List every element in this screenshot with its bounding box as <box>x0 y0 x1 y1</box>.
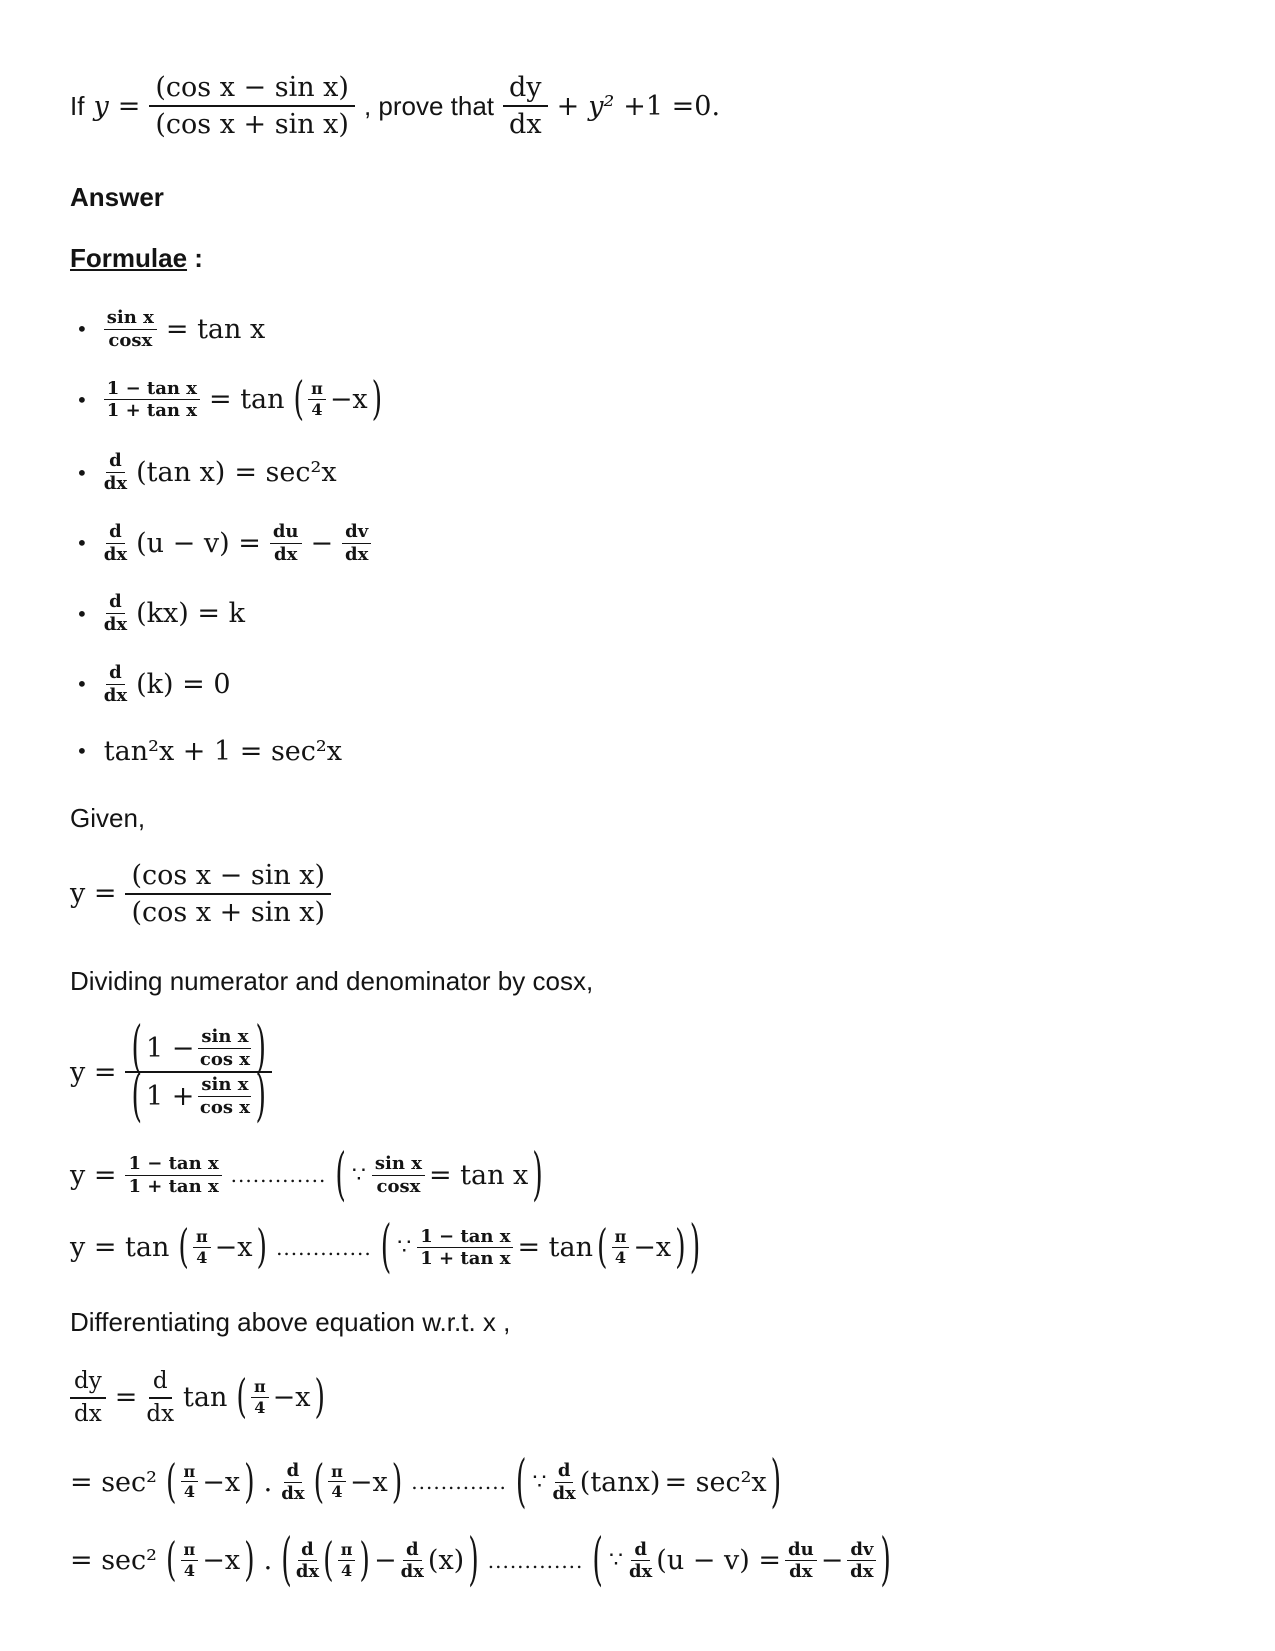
given-label: Given, <box>70 802 146 833</box>
dots: ............. <box>276 1235 372 1260</box>
answer-heading: Answer <box>70 182 164 213</box>
numerator: dy <box>70 1368 106 1398</box>
left-paren: ( <box>515 1449 527 1515</box>
dots: ............. <box>411 1470 507 1495</box>
numerator: dy <box>503 72 548 107</box>
right-paren: ) <box>468 1528 479 1594</box>
numerator: 1 − tan x <box>125 1154 221 1176</box>
numerator: 1 − tan x <box>104 379 200 401</box>
formulae-title: Formulae <box>70 243 188 274</box>
numerator: d <box>631 1540 650 1562</box>
right-paren: ) <box>244 1455 255 1509</box>
numerator: π <box>308 381 326 400</box>
minus-sign: − <box>820 1545 844 1577</box>
formula-7-text: tan²x + 1 = sec²x <box>103 735 342 767</box>
fraction-pi-4 <box>193 1229 211 1267</box>
denominator: dx <box>552 1482 576 1504</box>
fraction-d-dx <box>104 451 127 494</box>
numerator: d <box>106 592 125 614</box>
problem-y-symbol: y <box>93 90 109 122</box>
because-symbol: ∵ <box>397 1235 412 1261</box>
numerator: dv <box>342 522 371 544</box>
numerator: du <box>270 522 302 544</box>
minus-x: −x <box>202 1545 241 1577</box>
fraction-dy-dx <box>70 1368 106 1427</box>
formulae-colon: : <box>194 243 203 274</box>
bullet-icon: • <box>76 739 88 764</box>
numerator: π <box>328 1464 346 1483</box>
step-1-lhs: y = <box>70 1056 117 1088</box>
numerator: d <box>106 663 125 685</box>
denominator <box>131 1064 267 1130</box>
one-plus: 1 + <box>146 1081 195 1113</box>
right-paren: ) <box>770 1449 782 1515</box>
formula-2 <box>70 373 1215 427</box>
numerator: 1 − tan x <box>417 1227 513 1249</box>
denominator: (cos x + sin x) <box>155 109 349 141</box>
fraction-d-dx <box>104 663 127 706</box>
because-symbol: ∵ <box>608 1548 623 1574</box>
step-6-equation <box>70 1528 1215 1594</box>
denominator: cos x <box>199 1097 250 1119</box>
dividing-label: Dividing numerator and denominator by cosx, <box>70 965 594 996</box>
denominator: 4 <box>614 1247 626 1267</box>
left-paren: ( <box>293 373 305 427</box>
problem-plus: + <box>556 90 580 122</box>
minus-sign: − <box>310 527 334 559</box>
one-minus: 1 − <box>146 1032 195 1064</box>
step-2-equation <box>70 1142 1215 1208</box>
multiply-dot: . <box>263 1466 273 1498</box>
denominator: dx <box>103 614 128 636</box>
numerator: π <box>193 1229 211 1248</box>
right-paren: ) <box>675 1221 686 1275</box>
formula-2-eq: = tan <box>209 384 285 416</box>
numerator: d <box>149 1368 172 1398</box>
problem-statement <box>70 72 1215 140</box>
right-paren: ) <box>689 1215 701 1281</box>
denominator: dx <box>103 473 128 495</box>
denominator: (cos x + sin x) <box>131 896 326 928</box>
left-paren: ( <box>236 1371 247 1424</box>
multiply-dot: . <box>263 1545 273 1577</box>
fraction-d-dx <box>104 522 127 565</box>
numerator: d <box>403 1540 422 1562</box>
left-paren: ( <box>313 1455 325 1509</box>
step-4-equation <box>70 1368 1215 1427</box>
step-6-justification-mid: (u − v) = <box>656 1545 781 1577</box>
fraction-cos-sin <box>125 860 331 928</box>
denominator: 4 <box>196 1247 208 1267</box>
fraction-sinx-cosx <box>198 1027 251 1070</box>
denominator: dx <box>850 1561 874 1583</box>
denominator: 4 <box>254 1397 266 1417</box>
denominator: 4 <box>311 399 323 419</box>
formula-4-mid: (u − v) = <box>136 527 261 559</box>
denominator: dx <box>345 543 369 565</box>
numerator: π <box>338 1542 356 1561</box>
fraction-pi-4 <box>612 1229 630 1267</box>
numerator: d <box>555 1461 574 1483</box>
denominator: dx <box>103 543 128 565</box>
bullet-icon: • <box>76 672 88 697</box>
right-paren: ) <box>359 1534 370 1588</box>
right-paren: ) <box>314 1371 326 1424</box>
numerator: π <box>251 1379 269 1398</box>
right-paren: ) <box>244 1534 255 1588</box>
denominator: dx <box>281 1482 305 1504</box>
problem-equals: = <box>117 90 141 122</box>
step-5-equation <box>70 1449 1215 1515</box>
minus-x: −x <box>214 1232 253 1264</box>
denominator: dx <box>74 1400 102 1427</box>
left-paren: ( <box>335 1142 346 1208</box>
denominator: 4 <box>183 1482 195 1502</box>
formula-6 <box>70 663 1215 706</box>
fraction-du-dx <box>270 522 302 565</box>
numerator: (cos x − sin x) <box>149 72 355 107</box>
right-paren: ) <box>255 1064 267 1130</box>
fraction-pi-4 <box>338 1542 356 1580</box>
denominator: 4 <box>331 1482 343 1502</box>
fraction-sinx-cosx <box>104 308 157 351</box>
minus-x: −x <box>272 1382 311 1414</box>
numerator: d <box>106 451 125 473</box>
formula-5-rhs: (kx) = k <box>136 598 245 630</box>
problem-if: If <box>70 90 85 121</box>
fraction-d-dx <box>629 1540 652 1583</box>
denominator: 1 + tan x <box>106 400 197 422</box>
formula-3-rhs: = sec²x <box>234 457 337 489</box>
numerator: (cos x − sin x) <box>125 860 331 895</box>
right-paren: ) <box>391 1455 403 1509</box>
step-6-lhs: = sec² <box>70 1545 157 1577</box>
dots: ............. <box>230 1163 327 1188</box>
left-paren: ( <box>131 1064 143 1130</box>
step-3-equation <box>70 1215 1215 1281</box>
left-paren: ( <box>380 1215 392 1281</box>
fraction-nested <box>125 1015 272 1130</box>
bullet-icon: • <box>76 531 88 556</box>
numerator: d <box>284 1461 303 1483</box>
bullet-icon: • <box>76 460 88 485</box>
numerator: sin x <box>104 308 157 330</box>
differentiating-label: Differentiating above equation w.r.t. x , <box>70 1307 511 1338</box>
because-symbol: ∵ <box>351 1162 366 1188</box>
denominator: 4 <box>183 1560 195 1580</box>
right-paren: ) <box>880 1528 891 1594</box>
fraction-pi-4 <box>328 1461 346 1502</box>
tan-label: tan <box>183 1382 228 1414</box>
formula-1 <box>70 308 1215 351</box>
fraction-dv-dx <box>847 1540 876 1583</box>
given-equation <box>70 860 1215 928</box>
denominator: dx <box>274 543 298 565</box>
numerator: du <box>785 1540 817 1562</box>
fraction-cos-sin <box>149 72 355 140</box>
formula-3 <box>70 451 1215 494</box>
fraction-sinx-cosx <box>372 1154 425 1197</box>
bullet-icon: • <box>76 317 88 342</box>
denominator: cos x <box>199 1048 250 1070</box>
fraction-d-dx <box>296 1540 319 1583</box>
minus-x: −x <box>329 384 368 416</box>
fraction-dydx <box>503 72 548 140</box>
minus-x: −x <box>349 1466 388 1498</box>
because-symbol: ∵ <box>532 1469 547 1495</box>
problem-prove-text: , prove that <box>363 90 495 121</box>
fraction-d-dx <box>281 1461 304 1504</box>
formula-3-mid: (tan x) <box>136 457 226 489</box>
denominator: 4 <box>340 1560 353 1580</box>
left-paren: ( <box>166 1455 177 1509</box>
fraction-pi-4 <box>181 1461 199 1502</box>
right-paren: ) <box>532 1142 543 1208</box>
fraction-d-dx <box>552 1461 575 1504</box>
numerator: π <box>181 1464 199 1483</box>
fraction-d-dx <box>401 1540 424 1583</box>
fraction-pi-4 <box>308 381 326 419</box>
bullet-icon: • <box>76 601 88 626</box>
step-3-justification-eq: = tan <box>517 1232 594 1264</box>
numerator: π <box>612 1229 630 1248</box>
fraction-pi-4 <box>181 1542 199 1580</box>
fraction-d-dx <box>104 592 127 635</box>
left-paren: ( <box>323 1534 334 1588</box>
right-paren: ) <box>255 1015 267 1081</box>
denominator: dx <box>146 1400 175 1427</box>
numerator: π <box>181 1542 199 1561</box>
fraction-sinx-cosx <box>198 1075 251 1118</box>
left-paren: ( <box>166 1534 177 1588</box>
step-5-lhs: = sec² <box>70 1466 157 1498</box>
left-paren: ( <box>281 1528 292 1594</box>
denominator: cosx <box>376 1175 421 1197</box>
formula-7 <box>70 736 1215 767</box>
minus-sign: − <box>373 1545 397 1577</box>
right-paren: ) <box>256 1221 268 1275</box>
formulae-heading <box>70 243 1215 274</box>
given-lhs: y = <box>70 878 117 910</box>
step-1-equation <box>70 1015 1215 1130</box>
left-paren: ( <box>131 1015 143 1081</box>
numerator <box>125 1015 272 1081</box>
numerator: d <box>298 1540 317 1562</box>
x-term: (x) <box>427 1545 465 1577</box>
denominator: dx <box>509 109 542 141</box>
fraction-pi-4 <box>251 1376 269 1417</box>
step-2-justification-rhs: = tan x <box>428 1159 529 1191</box>
denominator: cosx <box>108 329 153 351</box>
step-3-lhs: y = tan <box>70 1232 170 1264</box>
denominator: dx <box>628 1561 653 1583</box>
formula-5 <box>70 592 1215 635</box>
step-2-lhs: y = <box>70 1159 117 1191</box>
numerator: sin x <box>372 1154 425 1176</box>
fraction-1-tanx <box>104 379 200 422</box>
fraction-1-tanx <box>417 1227 513 1270</box>
equals-sign: = <box>114 1382 138 1414</box>
left-paren: ( <box>597 1221 608 1275</box>
left-paren: ( <box>592 1528 603 1594</box>
denominator: dx <box>103 684 128 706</box>
problem-tail: +1 =0. <box>623 90 721 122</box>
denominator: 1 + tan x <box>128 1175 219 1197</box>
fraction-1-tanx <box>125 1154 221 1197</box>
fraction-dv-dx <box>342 522 371 565</box>
step-5-justification-mid: (tanx) <box>579 1466 661 1498</box>
fraction-du-dx <box>785 1540 817 1583</box>
denominator: 1 + tan x <box>420 1248 511 1270</box>
minus-x: −x <box>202 1466 241 1498</box>
numerator: sin x <box>198 1075 251 1097</box>
left-paren: ( <box>178 1221 189 1275</box>
numerator: dv <box>847 1540 876 1562</box>
denominator: dx <box>789 1561 813 1583</box>
denominator: dx <box>295 1561 320 1583</box>
right-paren: ) <box>371 373 383 427</box>
formula-4 <box>70 522 1215 565</box>
step-5-justification-rhs: = sec²x <box>664 1466 767 1498</box>
numerator: d <box>106 522 125 544</box>
minus-x: −x <box>633 1232 672 1264</box>
fraction-d-dx <box>146 1368 174 1427</box>
numerator: sin x <box>198 1027 251 1049</box>
formula-1-rhs: = tan x <box>165 313 266 345</box>
denominator: dx <box>400 1561 424 1583</box>
formula-6-rhs: (k) = 0 <box>136 668 231 700</box>
dots: ............. <box>487 1548 584 1573</box>
problem-y-squared: y² <box>588 90 615 122</box>
bullet-icon: • <box>76 387 88 412</box>
